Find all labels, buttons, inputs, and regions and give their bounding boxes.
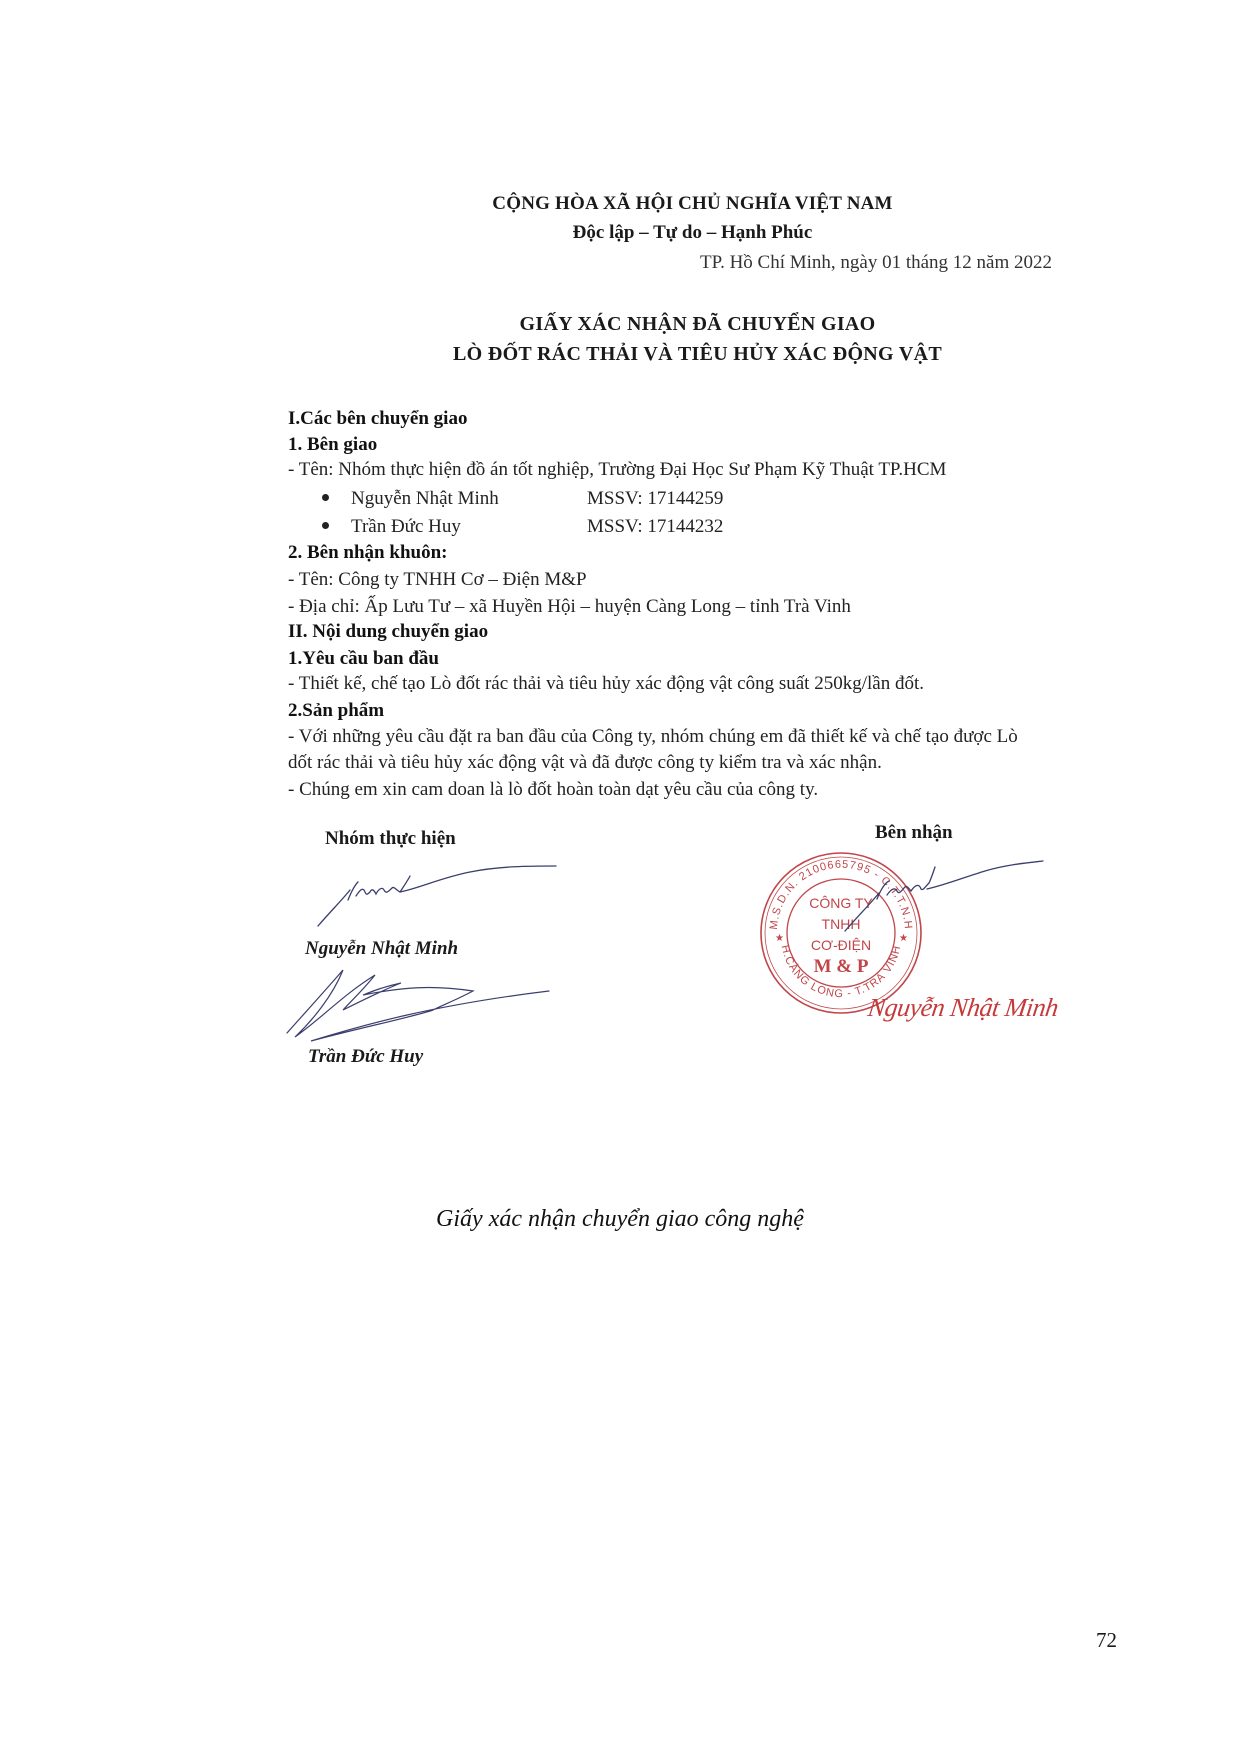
bullet-icon [322, 494, 329, 501]
section1-heading: I.Các bên chuyển giao [288, 408, 468, 429]
figure-caption: Giấy xác nhận chuyển giao công nghệ [436, 1206, 804, 1232]
member-name: Trần Đức Huy [351, 516, 461, 537]
bullet-icon [322, 522, 329, 529]
receiver-heading: 2. Bên nhận khuôn: [288, 542, 448, 563]
svg-text:CÔNG TY: CÔNG TY [809, 895, 873, 911]
svg-text:CƠ-ĐIỆN: CƠ-ĐIỆN [810, 937, 872, 953]
left-signer-2-name: Trần Đức Huy [308, 1046, 424, 1067]
svg-text:★: ★ [775, 933, 784, 944]
signature-huy-icon [283, 965, 563, 1045]
document-title-line2: LÒ ĐỐT RÁC THẢI VÀ TIÊU HỦY XÁC ĐỘNG VẬT [453, 343, 942, 365]
svg-text:★: ★ [899, 933, 908, 944]
country-header: CỘNG HÒA XÃ HỘI CHỦ NGHĨA VIỆT NAM [492, 193, 893, 214]
page-number: 72 [1096, 1628, 1117, 1652]
motto: Độc lập – Tự do – Hạnh Phúc [572, 222, 813, 243]
member-row [322, 516, 724, 538]
receiver-signer-name: Nguyễn Nhật Minh [866, 993, 1060, 1022]
left-signature-heading: Nhóm thực hiện [325, 828, 456, 849]
date-place: TP. Hồ Chí Minh, ngày 01 tháng 12 năm 2022 [700, 252, 1053, 273]
member-mssv: MSSV: 17144259 [587, 488, 724, 509]
member-mssv: MSSV: 17144232 [587, 516, 724, 537]
left-signer-1-name: Nguyễn Nhật Minh [305, 938, 459, 959]
svg-text:M.S.D.N. 2100665795 - C.T.T.N.: M.S.D.N. 2100665795 - C.T.T.N.H [767, 858, 915, 931]
section2-heading: II. Nội dung chuyển giao [288, 621, 489, 642]
document-title-line1: GIẤY XÁC NHẬN ĐÃ CHUYỂN GIAO [519, 313, 876, 335]
product-text-line3: - Chúng em xin cam doan là lò đốt hoàn toàn dạt yêu cầu của công ty. [288, 779, 819, 800]
receiver-name-line: - Tên: Công ty TNHH Cơ – Điện M&P [288, 569, 587, 590]
requirement-text: - Thiết kế, chế tạo Lò đốt rác thải và tiêu hủy xác động vật công suất 250kg/lần đốt. [288, 673, 924, 694]
signature-minh-icon [300, 860, 560, 940]
product-heading: 2.Sản phẩm [288, 700, 385, 721]
svg-text:M & P: M & P [813, 956, 869, 977]
requirement-heading: 1.Yêu cầu ban đầu [288, 648, 439, 669]
svg-text:TNHH: TNHH [821, 916, 861, 932]
member-name: Nguyễn Nhật Minh [351, 488, 499, 509]
receiver-address-line: - Địa chỉ: Ấp Lưu Tư – xã Huyền Hội – huyện Càng Long – tỉnh Trà Vinh [288, 596, 851, 617]
member-row [322, 488, 724, 510]
giver-name-line: - Tên: Nhóm thực hiện đồ án tốt nghiệp, Trường Đại Học Sư Phạm Kỹ Thuật TP.HCM [288, 459, 947, 480]
right-signature-heading: Bên nhận [875, 822, 953, 843]
giver-heading: 1. Bên giao [288, 434, 378, 455]
signature-receiver-icon [845, 855, 1045, 935]
svg-text:H.CÀNG LONG - T.TRÀ VINH: H.CÀNG LONG - T.TRÀ VINH [778, 943, 904, 1001]
product-text-line1: - Với những yêu cầu đặt ra ban đầu của Công ty, nhóm chúng em đã thiết kế và chế tạo được Lò [288, 726, 1018, 747]
product-text-line2: dốt rác thải và tiêu hủy xác động vật và đã được công ty kiểm tra và xác nhận. [288, 752, 882, 773]
